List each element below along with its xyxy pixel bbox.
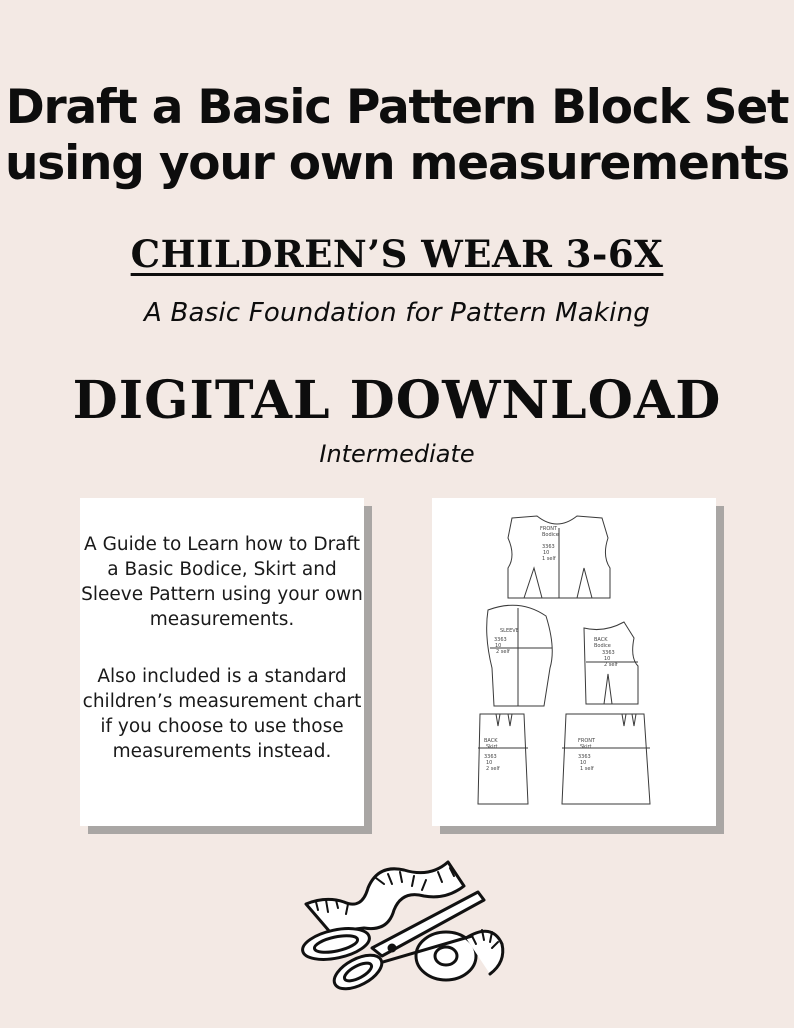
svg-text:1 self: 1 self [580, 766, 594, 772]
sleeve-label: SLEEVE [500, 628, 519, 634]
pattern-preview-card [432, 498, 716, 826]
svg-text:3363: 3363 [484, 754, 497, 760]
svg-text:2 self: 2 self [496, 649, 510, 655]
svg-text:Bodice: Bodice [542, 532, 559, 538]
svg-text:10: 10 [543, 550, 550, 556]
subtitle [0, 232, 794, 276]
svg-text:2 self: 2 self [486, 766, 500, 772]
pattern-pieces-illustration [432, 498, 716, 826]
svg-text:Skirt: Skirt [486, 744, 498, 750]
svg-text:Bodice: Bodice [594, 643, 611, 649]
back-skirt-label: BACK [484, 738, 498, 744]
svg-text:2 self: 2 self [604, 662, 618, 668]
subtitle-text: CHILDREN’S WEAR 3-6X [130, 232, 664, 276]
title-line-1: Draft a Basic Pattern Block Set [5, 80, 789, 135]
back-bodice-label: BACK [594, 637, 608, 643]
title-line-2: using your own measurements [5, 136, 789, 191]
svg-text:1 self: 1 self [542, 556, 556, 562]
svg-text:10: 10 [580, 760, 587, 766]
skill-level: Intermediate [319, 440, 475, 468]
digital-download-heading: DIGITAL DOWNLOAD [72, 370, 722, 431]
svg-text:3363: 3363 [494, 637, 507, 643]
page-title [0, 80, 794, 192]
front-skirt-piece [562, 714, 650, 804]
front-skirt-label: FRONT [578, 738, 596, 744]
front-bodice-label: FRONT [540, 526, 558, 532]
svg-text:Skirt: Skirt [580, 744, 592, 750]
svg-text:3363: 3363 [578, 754, 591, 760]
description-paragraph-1: A Guide to Learn how to Draft a Basic Bodice, Skirt and Sleeve Pattern using your own measurements. [81, 534, 363, 630]
svg-text:10: 10 [486, 760, 493, 766]
scissors-and-measuring-tape-icon [296, 852, 512, 992]
svg-text:10: 10 [495, 643, 502, 649]
description-card [80, 498, 364, 826]
description-paragraph-2: Also included is a standard children’s measurement chart if you choose to use those measurements instead. [82, 666, 362, 762]
svg-text:3363: 3363 [542, 544, 555, 550]
svg-text:10: 10 [604, 656, 611, 662]
sleeve-piece [487, 605, 553, 706]
svg-text:3363: 3363 [602, 650, 615, 656]
tagline: A Basic Foundation for Pattern Making [144, 298, 650, 328]
